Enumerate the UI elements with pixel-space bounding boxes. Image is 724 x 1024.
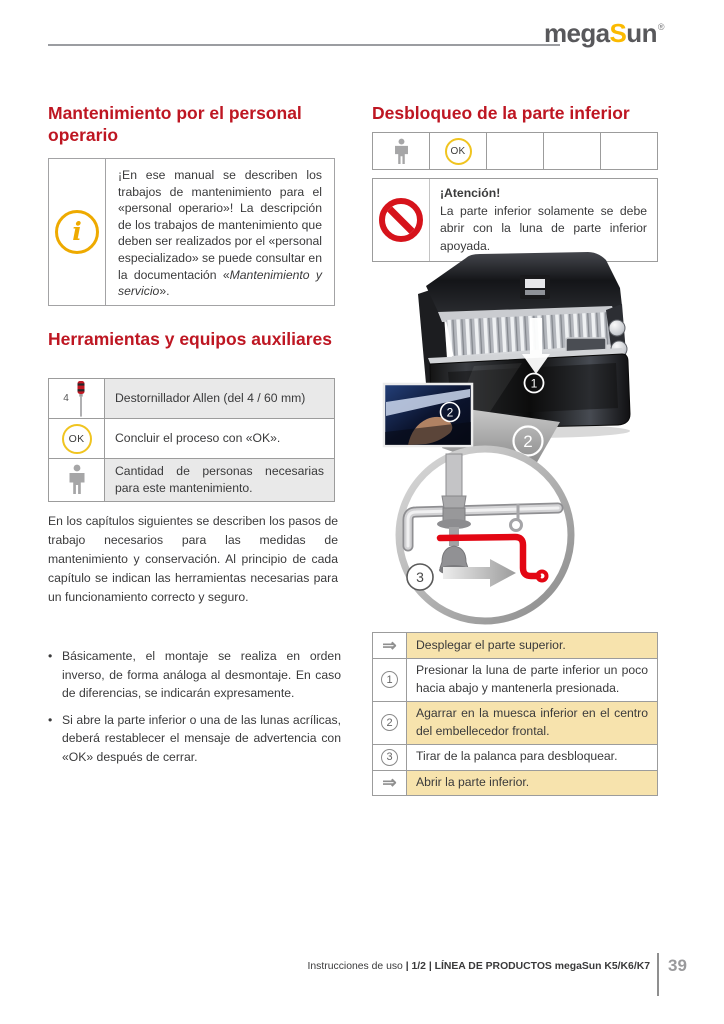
strip-cell-person <box>373 133 430 169</box>
step-text: Presionar la luna de parte inferior un poco hacia abajo y mantenerla presionada. <box>416 663 648 695</box>
callout-2-inset: 2 <box>446 405 454 420</box>
table-row <box>373 771 657 796</box>
allen-size-badge: 4 <box>63 393 69 404</box>
table-row <box>49 379 334 419</box>
strip-cell-empty <box>487 133 544 169</box>
prohibition-icon <box>379 198 423 242</box>
ok-icon: OK <box>445 138 472 165</box>
strip-cell-empty <box>601 133 657 169</box>
section-title-herramientas: Herramientas y equipos auxiliares <box>48 329 333 349</box>
header-rule <box>48 44 560 46</box>
tool-icon-cell <box>49 459 105 501</box>
info-text-main: ¡En ese manual se describen los trabajos de mantenimiento para el «personal operario»! La descripción de los trabajos de mantenimiento que deben ser realizados por el «personal especializado» se puede consultar en la documentación « <box>118 168 322 282</box>
logo-un: un <box>626 18 657 48</box>
table-row <box>49 419 334 459</box>
step-symbol-cell <box>373 745 407 770</box>
info-icon-cell <box>49 159 106 305</box>
allen-screwdriver-icon <box>72 380 90 418</box>
person-icon <box>392 138 411 165</box>
section-title-desbloqueo: Desbloqueo de la parte inferior <box>372 103 630 123</box>
footer <box>250 961 650 972</box>
info-text-doc-title: Mantenimiento y servicio <box>118 267 323 299</box>
section-title-mantenimiento: Mantenimiento por el personal operario <box>48 103 302 145</box>
double-arrow-icon: ⇒ <box>382 635 397 655</box>
strip-cell-ok <box>430 133 487 169</box>
logo-mega: mega <box>544 18 610 48</box>
info-text-end: ». <box>159 284 170 299</box>
double-arrow-icon: ⇒ <box>382 773 397 793</box>
step-text: Agarrar en la muesca inferior en el centro del embellecedor frontal. <box>407 702 657 744</box>
steps-table <box>372 632 658 796</box>
tanning-bed-illustration <box>370 250 662 630</box>
callout-2: 2 <box>523 432 533 451</box>
step-symbol-cell <box>373 771 407 796</box>
magnifier-detail <box>399 449 571 621</box>
table-row <box>49 459 334 501</box>
strip-cell-empty <box>544 133 601 169</box>
info-note-text <box>106 159 334 305</box>
list-item-text: Básicamente, el montaje se realiza en orden inverso, de forma análoga al desmontaje. En caso de diferencias, se indicarán expresamente. <box>62 649 341 701</box>
list-item <box>48 711 341 767</box>
table-row <box>373 702 657 745</box>
footer-doc-label: Instrucciones de uso <box>307 961 406 972</box>
step-number-icon: 1 <box>381 671 398 688</box>
intro-paragraph: En los capítulos siguientes se describen los pasos de trabajo necesarios para las medidas de mantenimiento y conservación. Al principio de cada capítulo se indican las herramientas necesarias para un funcionamiento correcto y seguro. <box>48 514 338 604</box>
step-symbol-cell <box>373 633 407 658</box>
ok-icon: OK <box>62 424 92 454</box>
callout-1: 1 <box>530 376 538 391</box>
step-text: Abrir la parte inferior. <box>407 771 657 796</box>
footer-divider <box>657 953 659 996</box>
list-item-text: Si abre la parte inferior o una de las lunas acrílicas, deberá restablecer el mensaje de advertencia con «OK» después de cerrar. <box>62 712 341 764</box>
logo-s: S <box>609 18 627 48</box>
megasun-logo <box>544 18 664 49</box>
table-row <box>373 633 657 659</box>
step-text: Desplegar el parte superior. <box>407 633 657 658</box>
step-number-icon: 3 <box>381 749 398 766</box>
tool-description: Destornillador Allen (del 4 / 60 mm) <box>105 379 334 418</box>
info-icon: i <box>55 210 99 254</box>
warning-body: La parte inferior solamente se debe abrir con la luna de parte inferior apoyada. <box>440 203 647 253</box>
tool-icon-cell <box>49 419 105 458</box>
footer-doc-label-bold: | 1/2 | LÍNEA DE PRODUCTOS megaSun K5/K6/K7 <box>405 961 650 972</box>
requirements-strip <box>372 132 658 170</box>
detail-photo-inset <box>384 384 472 446</box>
tool-description: Concluir el proceso con «OK». <box>115 431 281 446</box>
page-number: 39 <box>668 956 687 975</box>
step-symbol-cell <box>373 659 407 701</box>
bullet-marker <box>48 711 62 767</box>
table-row <box>373 659 657 702</box>
person-icon <box>66 464 88 495</box>
table-row <box>373 745 657 771</box>
registered-mark: ® <box>657 22 664 32</box>
warning-title: ¡Atención! <box>440 186 501 200</box>
step-symbol-cell <box>373 702 407 744</box>
step-number-icon: 2 <box>381 714 398 731</box>
tools-table <box>48 378 335 502</box>
callout-3: 3 <box>416 569 424 585</box>
notes-list <box>48 647 341 775</box>
tool-icon-cell <box>49 379 105 418</box>
step-text: Tirar de la palanca para desbloquear. <box>416 749 618 764</box>
bullet-marker <box>48 647 62 703</box>
tool-description: Cantidad de personas necesarias para este mantenimiento. <box>105 459 334 501</box>
list-item <box>48 647 341 703</box>
info-note-box <box>48 158 335 306</box>
